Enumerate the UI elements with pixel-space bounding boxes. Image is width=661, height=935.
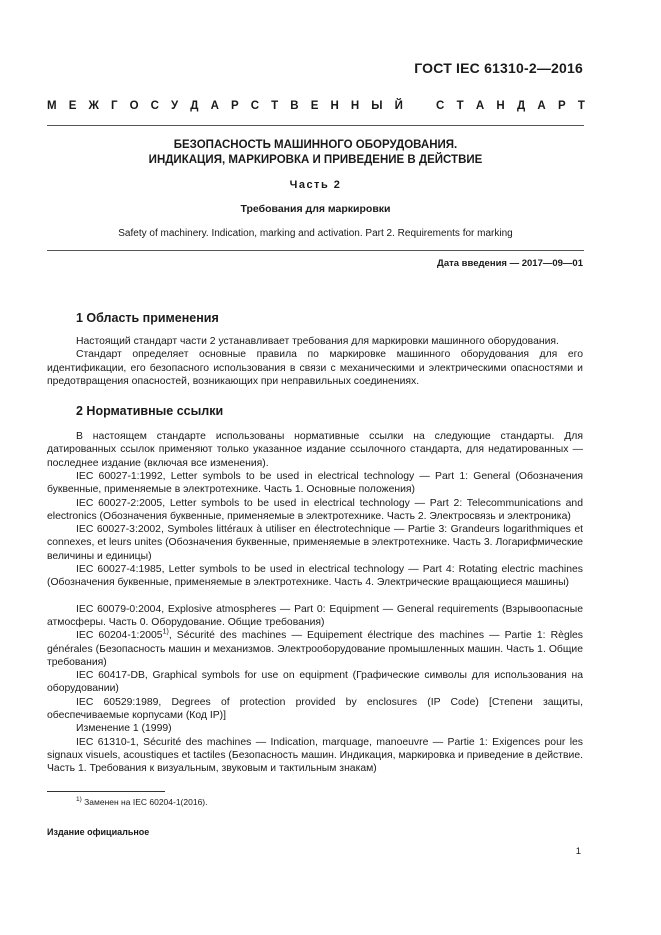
page-number: 1 — [575, 846, 581, 857]
reference-item — [47, 629, 583, 669]
reference-item: IEC 60079-0:2004, Explosive atmospheres — Part 0: Equipment — General requirements (Взрывоопасные атмосферы. Часть 0. Оборудование. Общие требования) — [47, 603, 583, 629]
banner-letter: Т — [271, 100, 279, 112]
reference-item: IEC 60027-1:1992, Letter symbols to be used in electrical technology — Part 1: General (Обозначения буквенные, применяемые в электротехнике. Часть 1. Основные положения) — [47, 471, 583, 496]
footnote — [76, 797, 208, 807]
section-2-heading: 2 Нормативные ссылки — [76, 404, 224, 418]
banner-letter: А — [475, 100, 485, 112]
official-edition: Издание официальное — [47, 827, 150, 837]
banner-letter: У — [171, 100, 179, 112]
banner-letter: С — [250, 100, 260, 112]
banner-letter: Т — [456, 100, 464, 112]
interstate-standard-banner — [47, 100, 585, 112]
effective-date: Дата введения — 2017—09—01 — [437, 258, 583, 269]
section-1-paragraph: Настоящий стандарт части 2 устанавливает требования для маркировки машинного оборудования. — [76, 336, 559, 347]
section-2-intro: В настоящем стандарте использованы нормативные ссылки на следующие стандарты. Для датированных ссылок применяют только указанное издание ссылочного стандарта, для недатированных — последнее издание (включая все изменения). — [47, 431, 583, 469]
reference-item: IEC 60027-2:2005, Letter symbols to be used in electrical technology — Part 2: Telecommunications and electronics (Обозначения буквенные, применяемые в электротехнике. Часть 2. Электросвязь и электроника) — [47, 497, 583, 522]
reference-item: IEC 60417-DB, Graphical symbols for use on equipment (Графические символы для использования на оборудовании) — [47, 670, 583, 695]
standard-id: ГОСТ IEC 61310-2—2016 — [414, 60, 583, 76]
reference-amendment: Изменение 1 (1999) — [76, 723, 172, 735]
banner-letter: В — [290, 100, 299, 112]
banner-letter: Р — [557, 100, 566, 112]
footnote-text: Заменен на IEC 60204-1(2016). — [81, 797, 208, 807]
title-line-1: БЕЗОПАСНОСТЬ МАШИННОГО ОБОРУДОВАНИЯ. — [173, 139, 458, 151]
reference-item: IEC 61310-1, Sécurité des machines — Indication, marquage, manoeuvre — Partie 1: Exigences pour les signaux visuels, acoustiques et tactiles (Безопасность машин. Индикация, маркировка и приведение в действие. Часть 1. Требования к визуальным, звуковым и тактильным знакам) — [47, 736, 583, 775]
banner-letter: Г — [110, 100, 118, 112]
banner-letter: Д — [190, 100, 199, 112]
reference-text: , Sécurité des machines — Equipement électrique des machines — Partie 1: Règles générales (Безопасность машин и механизмов. Электрооборудование промышленных машин. Часть 1. Общие требования) — [47, 630, 583, 668]
banner-letter: О — [129, 100, 139, 112]
reference-item: IEC 60529:1989, Degrees of protection provided by enclosures (IP Code) [Степени защиты, обеспечиваемые корпусами (Код IP)] — [47, 696, 583, 722]
banner-letter: Е — [68, 100, 77, 112]
footnote-divider — [47, 791, 165, 792]
reference-code: IEC 60204-1:2005 — [76, 630, 163, 642]
footnote-marker: 1) — [162, 628, 169, 636]
banner-letter: Т — [577, 100, 585, 112]
banner-letter: Н — [330, 100, 339, 112]
subtitle: Требования для маркировки — [240, 203, 391, 215]
banner-letter: М — [47, 100, 57, 112]
banner-letter: А — [537, 100, 546, 112]
banner-letter: Й — [394, 100, 403, 112]
section-1-paragraph: Стандарт определяет основные правила по маркировке машинного оборудования для его идентификации, его безопасного использования в связи с механическими и электрическими опасностями и предотвращения опасностей, возникающих при неправильных соединениях. — [47, 349, 583, 387]
top-divider — [47, 125, 584, 126]
banner-letter: Е — [310, 100, 319, 112]
banner-letter: Д — [516, 100, 526, 112]
banner-word-standard — [436, 100, 585, 112]
title-line-2: ИНДИКАЦИЯ, МАРКИРОВКА И ПРИВЕДЕНИЕ В ДЕЙСТВИЕ — [148, 154, 483, 166]
banner-letter: А — [210, 100, 219, 112]
banner-word-interstate — [47, 100, 403, 112]
footnote-mark: 1) — [76, 796, 82, 804]
reference-item: IEC 60027-4:1985, Letter symbols to be used in electrical technology — Part 4: Rotating electric machines (Обозначения буквенные, применяемые в электротехнике. Часть 4. Электрические вращающиеся машины) — [47, 564, 583, 589]
document-title — [47, 138, 584, 168]
reference-item: IEC 60027-3:2002, Symboles littéraux à utiliser en électrotechnique — Partie 3: Grandeurs logarithmiques et connexes, et leurs unites (Обозначения буквенные, применяемые в электротехнике. Часть 3. Логарифмические величины и единицы) — [47, 524, 583, 562]
english-title: Safety of machinery. Indication, marking and activation. Part 2. Requirements for marking — [118, 228, 513, 239]
banner-letter: С — [150, 100, 159, 112]
section-1-heading: 1 Область применения — [76, 311, 219, 325]
banner-letter: Ж — [88, 100, 99, 112]
banner-letter: Ы — [371, 100, 383, 112]
part-label: Часть 2 — [289, 179, 342, 191]
title-divider — [47, 250, 584, 251]
banner-letter: Н — [350, 100, 360, 112]
banner-letter: Н — [496, 100, 505, 112]
banner-letter: Р — [230, 100, 239, 112]
banner-letter: С — [436, 100, 445, 112]
